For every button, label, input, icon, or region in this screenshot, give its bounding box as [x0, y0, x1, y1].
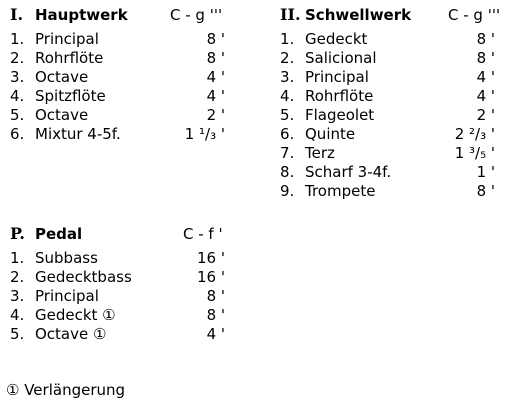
division-name: Pedal — [35, 225, 83, 243]
stop-name: Octave — [35, 68, 89, 86]
stop-pitch: 4 ' — [206, 325, 225, 343]
stop-name: Rohrflöte — [305, 87, 374, 105]
stop-name: Subbass — [35, 249, 98, 267]
stop-name: Gedeckt — [305, 30, 368, 48]
stop-number: 8. — [280, 163, 295, 181]
division-numeral: P. — [10, 224, 25, 243]
stop-name: Scharf 3-4f. — [305, 163, 392, 181]
stop-number: 9. — [280, 182, 295, 200]
stop-pitch: 8 ' — [206, 30, 225, 48]
stop-number: 6. — [10, 125, 25, 143]
stop-number: 2. — [280, 49, 295, 67]
stop-pitch: 2 ' — [476, 106, 495, 124]
stop-name: Rohrflöte — [35, 49, 104, 67]
stop-name: Salicional — [305, 49, 377, 67]
stop-number: 3. — [280, 68, 295, 86]
stop-pitch: 1 ¹/₃ ' — [184, 125, 225, 143]
stop-name: Flageolet — [305, 106, 375, 124]
footnote: ① Verlängerung — [6, 381, 126, 399]
stop-pitch: 1 ' — [476, 163, 495, 181]
stop-pitch: 8 ' — [206, 287, 225, 305]
stop-pitch: 16 ' — [197, 249, 225, 267]
stop-number: 4. — [10, 306, 25, 324]
stop-number: 4. — [10, 87, 25, 105]
stop-number: 3. — [10, 68, 25, 86]
stop-number: 1. — [280, 30, 295, 48]
division-name: Hauptwerk — [35, 6, 128, 24]
stop-number: 2. — [10, 49, 25, 67]
stop-number: 5. — [280, 106, 295, 124]
stop-name: Mixtur 4-5f. — [35, 125, 121, 143]
stop-pitch: 4 ' — [476, 87, 495, 105]
stop-number: 6. — [280, 125, 295, 143]
stop-pitch: 16 ' — [197, 268, 225, 286]
stop-name: Octave ① — [35, 325, 107, 343]
division-compass: C - g ''' — [170, 6, 223, 24]
stop-number: 1. — [10, 30, 25, 48]
stop-pitch: 8 ' — [476, 182, 495, 200]
division-compass: C - g ''' — [448, 6, 501, 24]
stop-pitch: 2 ²/₃ ' — [454, 125, 495, 143]
stop-pitch: 8 ' — [476, 30, 495, 48]
stop-pitch: 4 ' — [206, 87, 225, 105]
division-name: Schwellwerk — [305, 6, 412, 24]
stop-name: Principal — [35, 30, 99, 48]
stop-pitch: 1 ³/₅ ' — [454, 144, 495, 162]
stop-name: Gedeckt ① — [35, 306, 116, 324]
stop-number: 3. — [10, 287, 25, 305]
division-compass: C - f ' — [183, 225, 223, 243]
stop-number: 2. — [10, 268, 25, 286]
stop-name: Spitzflöte — [35, 87, 106, 105]
division-numeral: II. — [280, 5, 301, 24]
stop-pitch: 8 ' — [206, 306, 225, 324]
stop-name: Terz — [305, 144, 335, 162]
stop-name: Quinte — [305, 125, 356, 143]
stop-name: Principal — [35, 287, 99, 305]
stop-number: 4. — [280, 87, 295, 105]
stop-name: Octave — [35, 106, 89, 124]
stop-pitch: 4 ' — [476, 68, 495, 86]
division-numeral: I. — [10, 5, 24, 24]
stop-number: 5. — [10, 325, 25, 343]
stop-name: Gedecktbass — [35, 268, 132, 286]
stop-name: Principal — [305, 68, 369, 86]
stop-pitch: 8 ' — [476, 49, 495, 67]
stop-pitch: 8 ' — [206, 49, 225, 67]
stop-number: 1. — [10, 249, 25, 267]
stop-pitch: 4 ' — [206, 68, 225, 86]
stop-pitch: 2 ' — [206, 106, 225, 124]
stop-number: 7. — [280, 144, 295, 162]
stop-number: 5. — [10, 106, 25, 124]
stop-name: Trompete — [305, 182, 376, 200]
